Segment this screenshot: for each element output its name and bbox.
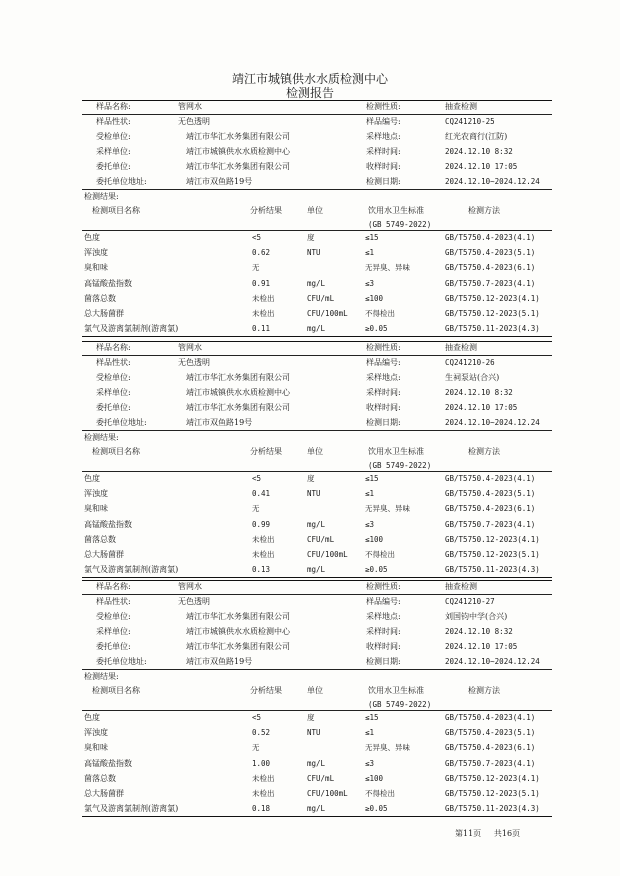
field-value-sampler: 靖江市城镇供水水质检测中心 — [186, 388, 290, 397]
row-unit: mg/L — [307, 324, 326, 333]
row-standard: ≥0.05 — [365, 804, 388, 813]
row-result: 0.18 — [252, 804, 271, 813]
field-value-entrust: 靖江市华汇水务集团有限公司 — [186, 642, 290, 651]
field-value-nature: 抽查检测 — [445, 582, 477, 591]
row-item-name: 菌落总数 — [84, 774, 116, 783]
row-unit: CFU/mL — [307, 774, 335, 783]
field-value-no: CQ241210-27 — [445, 597, 495, 606]
divider-line — [82, 100, 552, 101]
page-number: 第11页 — [455, 829, 482, 838]
col-header-result: 分析结果 — [250, 447, 282, 456]
divider-line — [82, 580, 552, 581]
divider-line — [82, 471, 552, 472]
results-heading: 检测结果: — [84, 672, 119, 681]
row-method: GB/T5750.11-2023(4.3) — [445, 324, 540, 333]
col-header-item: 检测项目名称 — [92, 206, 140, 215]
field-label-sample-property: 样品性状: — [96, 358, 131, 367]
field-value-entrust-addr: 靖江市双鱼路19号 — [186, 177, 253, 186]
field-value-entrust-addr: 靖江市双鱼路19号 — [186, 418, 253, 427]
field-label-sampler: 采样单位: — [96, 147, 131, 156]
field-label-sample-name: 样品名称: — [96, 102, 131, 111]
row-method: GB/T5750.12-2023(4.1) — [445, 535, 540, 544]
row-standard: 无异臭、异味 — [365, 743, 410, 752]
row-standard: ≤15 — [365, 713, 379, 722]
field-value-receive-time: 2024.12.10 17:05 — [445, 403, 518, 412]
row-unit: CFU/mL — [307, 294, 335, 303]
row-unit: NTU — [307, 248, 321, 257]
row-method: GB/T5750.7-2023(4.1) — [445, 279, 536, 288]
field-value-sample-time: 2024.12.10 8:32 — [445, 388, 513, 397]
field-label-sample-site: 采样地点: — [366, 132, 401, 141]
field-label-sample-nature: 检测性质: — [366, 343, 401, 352]
field-value-client: 靖江市华汇水务集团有限公司 — [186, 373, 290, 382]
row-standard: 不得检出 — [365, 789, 395, 798]
divider-line — [82, 341, 552, 342]
row-item-name: 氯气及游离氯制剂(游离氯) — [84, 804, 179, 813]
field-label-sample-nature: 检测性质: — [366, 582, 401, 591]
row-item-name: 臭和味 — [84, 743, 108, 752]
field-value-sampler: 靖江市城镇供水水质检测中心 — [186, 147, 290, 156]
row-standard: 无异臭、异味 — [365, 504, 410, 513]
field-label-entrust-addr: 委托单位地址: — [96, 657, 147, 666]
row-standard: 不得检出 — [365, 309, 395, 318]
report-title: 靖江市城镇供水水质检测中心 — [231, 72, 388, 86]
field-value-client: 靖江市华汇水务集团有限公司 — [186, 132, 290, 141]
row-method: GB/T5750.4-2023(6.1) — [445, 504, 536, 513]
row-standard: ≤3 — [365, 759, 375, 768]
field-label-test-date: 检测日期: — [366, 177, 401, 186]
col-header-standard-code: (GB 5749-2022) — [368, 700, 432, 709]
divider-line — [82, 577, 552, 578]
col-header-standard-code: (GB 5749-2022) — [368, 461, 432, 470]
field-label-sample-site: 采样地点: — [366, 612, 401, 621]
row-result: <5 — [252, 474, 262, 483]
row-item-name: 色度 — [84, 474, 100, 483]
field-label-sample-site: 采样地点: — [366, 373, 401, 382]
row-result: 未检出 — [252, 309, 275, 318]
row-unit: CFU/100mL — [307, 789, 348, 798]
row-method: GB/T5750.7-2023(4.1) — [445, 520, 536, 529]
row-result: 0.11 — [252, 324, 271, 333]
page-footer — [455, 829, 520, 839]
row-item-name: 浑浊度 — [84, 248, 108, 257]
col-header-unit: 单位 — [307, 206, 323, 215]
field-label-test-date: 检测日期: — [366, 657, 401, 666]
col-header-unit: 单位 — [307, 447, 323, 456]
row-method: GB/T5750.12-2023(5.1) — [445, 550, 540, 559]
field-label-sample-nature: 检测性质: — [366, 102, 401, 111]
row-method: GB/T5750.12-2023(5.1) — [445, 789, 540, 798]
row-unit: CFU/100mL — [307, 309, 348, 318]
field-label-sample-property: 样品性状: — [96, 597, 131, 606]
row-item-name: 总大肠菌群 — [84, 309, 124, 318]
row-unit: 度 — [307, 233, 315, 242]
col-header-standard: 饮用水卫生标准 — [368, 206, 424, 215]
row-method: GB/T5750.11-2023(4.3) — [445, 804, 540, 813]
row-result: 0.41 — [252, 489, 271, 498]
row-method: GB/T5750.11-2023(4.3) — [445, 565, 540, 574]
row-standard: ≤1 — [365, 489, 375, 498]
report-subtitle: 检测报告 — [285, 86, 334, 100]
field-value-no: CQ241210-25 — [445, 117, 495, 126]
field-value-nature: 抽查检测 — [445, 343, 477, 352]
field-label-sample-name: 样品名称: — [96, 343, 131, 352]
field-label-client: 受检单位: — [96, 612, 131, 621]
row-unit: 度 — [307, 474, 315, 483]
field-value-no: CQ241210-26 — [445, 358, 495, 367]
divider-line — [82, 336, 552, 337]
field-label-entrust-addr: 委托单位地址: — [96, 418, 147, 427]
field-label-entrust: 委托单位: — [96, 642, 131, 651]
row-unit: CFU/100mL — [307, 550, 348, 559]
field-value-nature: 抽查检测 — [445, 102, 477, 111]
row-item-name: 菌落总数 — [84, 294, 116, 303]
field-value-site: 生祠泵站(合兴) — [445, 373, 500, 382]
field-label-receive-time: 收样时间: — [366, 403, 401, 412]
field-value-site: 红光农商行(江防) — [445, 132, 508, 141]
row-method: GB/T5750.12-2023(4.1) — [445, 294, 540, 303]
field-label-entrust: 委托单位: — [96, 403, 131, 412]
field-value-site: 刘国钧中学(合兴) — [445, 612, 508, 621]
field-label-sample-time: 采样时间: — [366, 147, 401, 156]
row-item-name: 浑浊度 — [84, 728, 108, 737]
divider-line — [82, 430, 552, 431]
col-header-unit: 单位 — [307, 686, 323, 695]
divider-line — [82, 816, 552, 817]
row-method: GB/T5750.4-2023(5.1) — [445, 728, 536, 737]
row-standard: ≤100 — [365, 535, 384, 544]
divider-line — [82, 114, 552, 115]
row-standard: ≤15 — [365, 474, 379, 483]
col-header-item: 检测项目名称 — [92, 447, 140, 456]
field-label-receive-time: 收样时间: — [366, 642, 401, 651]
field-value-client: 靖江市华汇水务集团有限公司 — [186, 612, 290, 621]
row-unit: mg/L — [307, 565, 326, 574]
field-label-sampler: 采样单位: — [96, 388, 131, 397]
field-label-sampler: 采样单位: — [96, 627, 131, 636]
divider-line — [82, 594, 552, 595]
row-standard: ≤100 — [365, 774, 384, 783]
row-result: 0.52 — [252, 728, 271, 737]
page-total: 共16页 — [493, 829, 521, 838]
divider-line — [82, 230, 552, 231]
row-item-name: 臭和味 — [84, 263, 108, 272]
field-label-sample-no: 样品编号: — [366, 597, 401, 606]
field-label-receive-time: 收样时间: — [366, 162, 401, 171]
row-result: 1.00 — [252, 759, 271, 768]
row-standard: ≤3 — [365, 520, 375, 529]
row-item-name: 总大肠菌群 — [84, 550, 124, 559]
row-method: GB/T5750.4-2023(4.1) — [445, 713, 536, 722]
field-value-sampler: 靖江市城镇供水水质检测中心 — [186, 627, 290, 636]
row-result: 未检出 — [252, 789, 275, 798]
row-result: 0.99 — [252, 520, 271, 529]
field-label-sample-time: 采样时间: — [366, 627, 401, 636]
col-header-method: 检测方法 — [468, 206, 500, 215]
row-item-name: 色度 — [84, 713, 100, 722]
row-standard: ≤100 — [365, 294, 384, 303]
field-value-property: 无色透明 — [178, 117, 210, 126]
row-item-name: 氯气及游离氯制剂(游离氯) — [84, 565, 179, 574]
row-item-name: 色度 — [84, 233, 100, 242]
col-header-standard: 饮用水卫生标准 — [368, 686, 424, 695]
field-value-receive-time: 2024.12.10 17:05 — [445, 642, 518, 651]
row-result: 0.13 — [252, 565, 271, 574]
row-unit: NTU — [307, 728, 321, 737]
field-value-entrust: 靖江市华汇水务集团有限公司 — [186, 162, 290, 171]
row-standard: 无异臭、异味 — [365, 263, 410, 272]
field-label-sample-no: 样品编号: — [366, 117, 401, 126]
row-method: GB/T5750.4-2023(5.1) — [445, 489, 536, 498]
row-unit: mg/L — [307, 804, 326, 813]
row-item-name: 浑浊度 — [84, 489, 108, 498]
row-unit: NTU — [307, 489, 321, 498]
row-item-name: 总大肠菌群 — [84, 789, 124, 798]
row-unit: CFU/mL — [307, 535, 335, 544]
col-header-method: 检测方法 — [468, 447, 500, 456]
field-value-test-date: 2024.12.10~2024.12.24 — [445, 418, 540, 427]
row-result: 0.62 — [252, 248, 271, 257]
row-standard: ≤15 — [365, 233, 379, 242]
row-result: 无 — [252, 743, 260, 752]
row-unit: 度 — [307, 713, 315, 722]
divider-line — [82, 669, 552, 670]
field-value-property: 无色透明 — [178, 358, 210, 367]
field-label-test-date: 检测日期: — [366, 418, 401, 427]
field-label-sample-property: 样品性状: — [96, 117, 131, 126]
field-value-name: 管网水 — [178, 343, 202, 352]
row-standard: ≥0.05 — [365, 565, 388, 574]
row-unit: mg/L — [307, 279, 326, 288]
field-value-test-date: 2024.12.10~2024.12.24 — [445, 177, 540, 186]
field-label-entrust-addr: 委托单位地址: — [96, 177, 147, 186]
field-value-entrust: 靖江市华汇水务集团有限公司 — [186, 403, 290, 412]
row-result: <5 — [252, 713, 262, 722]
row-result: 未检出 — [252, 294, 275, 303]
row-result: <5 — [252, 233, 262, 242]
row-item-name: 高锰酸盐指数 — [84, 520, 132, 529]
row-method: GB/T5750.12-2023(5.1) — [445, 309, 540, 318]
col-header-standard-code: (GB 5749-2022) — [368, 220, 432, 229]
divider-line — [82, 355, 552, 356]
col-header-result: 分析结果 — [250, 686, 282, 695]
field-value-receive-time: 2024.12.10 17:05 — [445, 162, 518, 171]
row-method: GB/T5750.7-2023(4.1) — [445, 759, 536, 768]
field-value-name: 管网水 — [178, 582, 202, 591]
row-item-name: 高锰酸盐指数 — [84, 279, 132, 288]
row-standard: ≤1 — [365, 248, 375, 257]
divider-line — [82, 189, 552, 190]
row-result: 未检出 — [252, 774, 275, 783]
row-result: 未检出 — [252, 535, 275, 544]
field-value-sample-time: 2024.12.10 8:32 — [445, 627, 513, 636]
row-item-name: 菌落总数 — [84, 535, 116, 544]
field-value-test-date: 2024.12.10~2024.12.24 — [445, 657, 540, 666]
row-result: 无 — [252, 504, 260, 513]
row-standard: ≤1 — [365, 728, 375, 737]
row-result: 无 — [252, 263, 260, 272]
field-label-sample-time: 采样时间: — [366, 388, 401, 397]
field-label-entrust: 委托单位: — [96, 162, 131, 171]
field-value-name: 管网水 — [178, 102, 202, 111]
field-label-sample-name: 样品名称: — [96, 582, 131, 591]
row-unit: mg/L — [307, 520, 326, 529]
col-header-method: 检测方法 — [468, 686, 500, 695]
field-label-sample-no: 样品编号: — [366, 358, 401, 367]
divider-line — [82, 710, 552, 711]
row-method: GB/T5750.12-2023(4.1) — [445, 774, 540, 783]
results-heading: 检测结果: — [84, 192, 119, 201]
col-header-standard: 饮用水卫生标准 — [368, 447, 424, 456]
row-method: GB/T5750.4-2023(5.1) — [445, 248, 536, 257]
col-header-result: 分析结果 — [250, 206, 282, 215]
row-item-name: 氯气及游离氯制剂(游离氯) — [84, 324, 179, 333]
row-standard: 不得检出 — [365, 550, 395, 559]
field-value-entrust-addr: 靖江市双鱼路19号 — [186, 657, 253, 666]
row-item-name: 高锰酸盐指数 — [84, 759, 132, 768]
row-result: 未检出 — [252, 550, 275, 559]
row-item-name: 臭和味 — [84, 504, 108, 513]
row-method: GB/T5750.4-2023(4.1) — [445, 233, 536, 242]
col-header-item: 检测项目名称 — [92, 686, 140, 695]
row-result: 0.91 — [252, 279, 271, 288]
row-method: GB/T5750.4-2023(6.1) — [445, 743, 536, 752]
row-method: GB/T5750.4-2023(4.1) — [445, 474, 536, 483]
row-standard: ≥0.05 — [365, 324, 388, 333]
field-label-client: 受检单位: — [96, 373, 131, 382]
field-value-sample-time: 2024.12.10 8:32 — [445, 147, 513, 156]
row-method: GB/T5750.4-2023(6.1) — [445, 263, 536, 272]
field-value-property: 无色透明 — [178, 597, 210, 606]
field-label-client: 受检单位: — [96, 132, 131, 141]
row-standard: ≤3 — [365, 279, 375, 288]
row-unit: mg/L — [307, 759, 326, 768]
results-heading: 检测结果: — [84, 433, 119, 442]
